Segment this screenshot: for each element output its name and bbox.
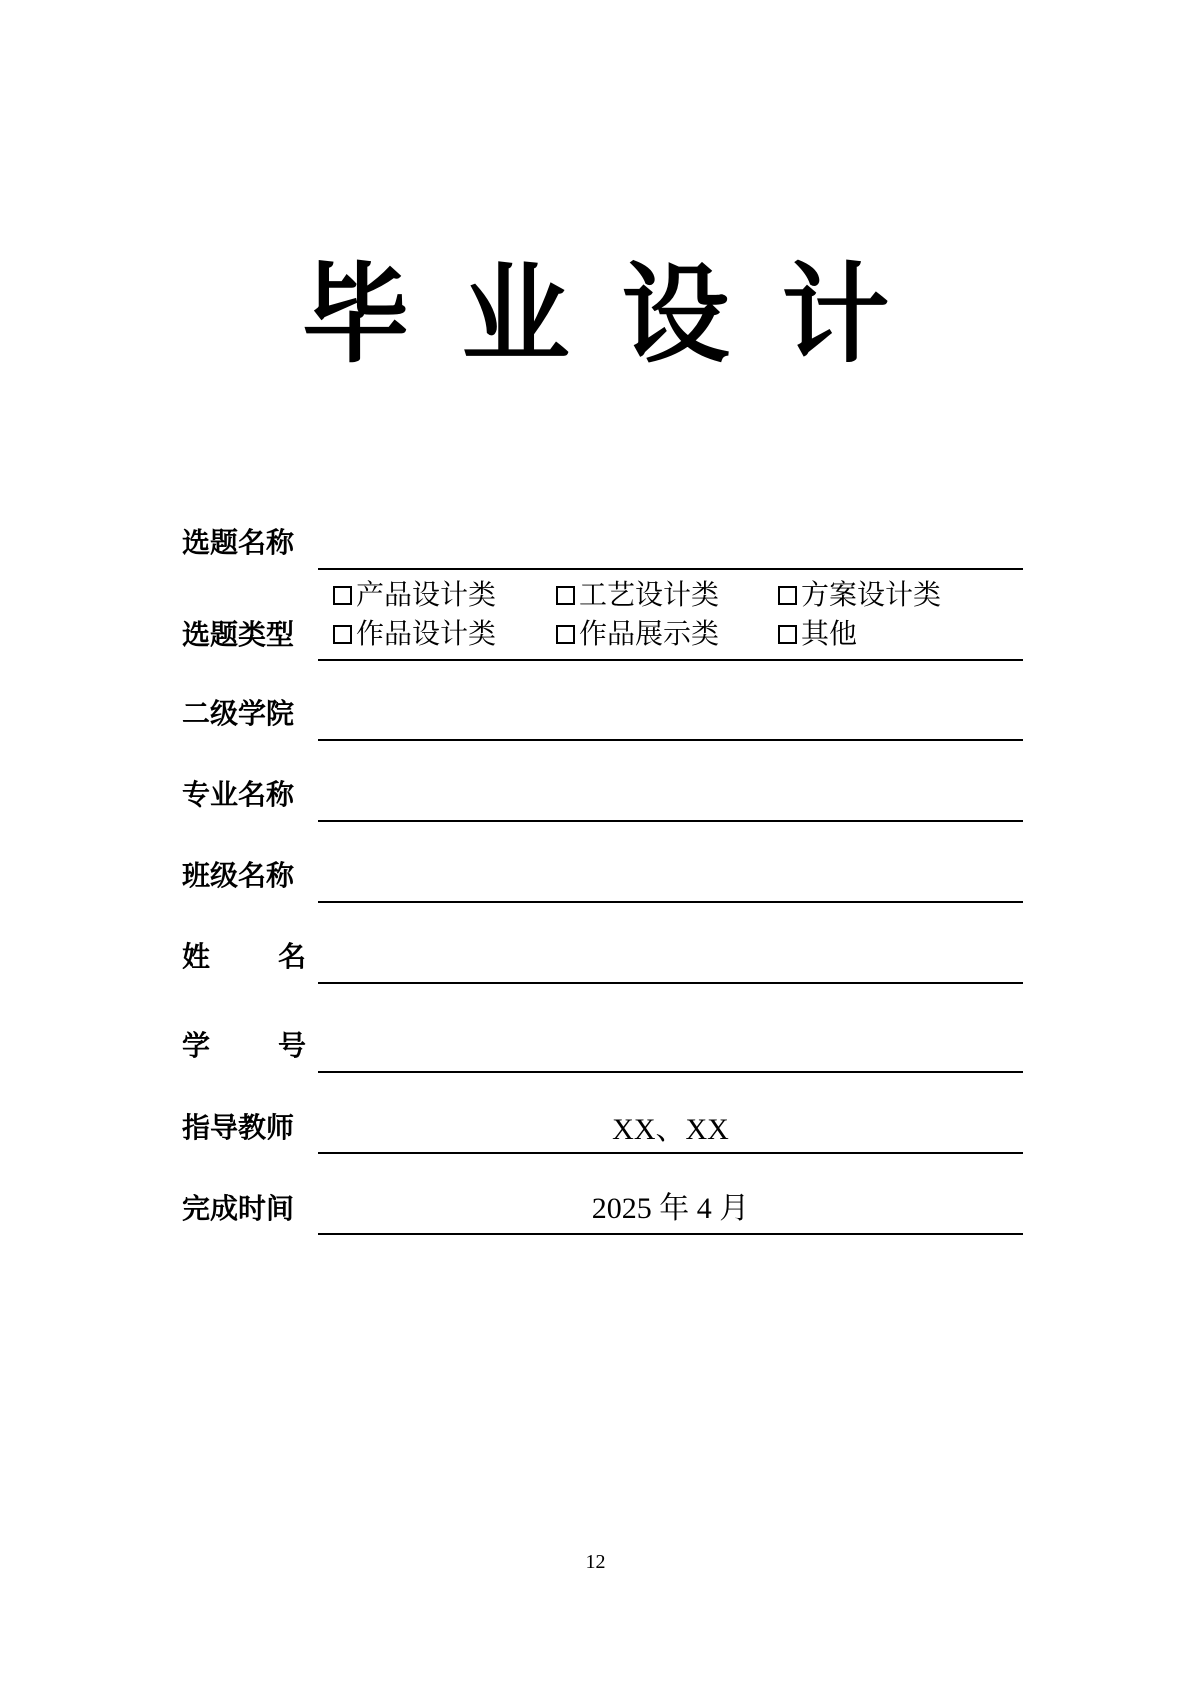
topic-type-option-work-design[interactable] (333, 616, 496, 652)
option-label: 方案设计类 (801, 578, 942, 611)
student-id-label (182, 1028, 306, 1064)
checkbox-icon[interactable] (778, 625, 797, 644)
student-name-label (182, 939, 306, 975)
checkbox-icon[interactable] (333, 586, 352, 605)
advisor-underline (318, 1152, 1023, 1154)
major-label: 专业名称 (182, 778, 295, 811)
topic-type-option-craft-design[interactable] (556, 577, 719, 613)
checkbox-icon[interactable] (556, 625, 575, 644)
completion-date-underline (318, 1233, 1023, 1235)
completion-date-value[interactable]: 2025 年 4 月 (591, 1192, 750, 1225)
option-label: 作品展示类 (579, 617, 720, 650)
student-id-label-char: 学 (182, 1029, 211, 1062)
option-label: 工艺设计类 (579, 578, 720, 611)
college-underline (318, 739, 1023, 741)
class-name-label: 班级名称 (182, 859, 295, 892)
student-name-label-char: 姓 (182, 940, 211, 973)
page-title: 毕业设计 (301, 252, 942, 378)
advisor-value[interactable]: XX、XX (612, 1113, 729, 1146)
topic-type-option-product-design[interactable] (333, 577, 496, 613)
page-number: 12 (585, 1551, 606, 1573)
student-name-label-char: 名 (277, 940, 306, 973)
topic-type-option-work-showcase[interactable] (556, 616, 719, 652)
topic-name-label: 选题名称 (182, 526, 295, 559)
student-name-underline (318, 982, 1023, 984)
completion-date-label: 完成时间 (182, 1192, 295, 1225)
class-name-underline (318, 901, 1023, 903)
option-label: 产品设计类 (356, 578, 497, 611)
topic-type-label: 选题类型 (182, 618, 295, 651)
college-label: 二级学院 (182, 697, 295, 730)
topic-type-option-other[interactable] (778, 616, 857, 652)
advisor-label: 指导教师 (182, 1111, 295, 1144)
topic-name-underline (318, 568, 1023, 570)
option-label: 作品设计类 (356, 617, 497, 650)
topic-type-option-plan-design[interactable] (778, 577, 941, 613)
topic-type-underline (318, 659, 1023, 661)
checkbox-icon[interactable] (556, 586, 575, 605)
option-label: 其他 (801, 617, 858, 650)
checkbox-icon[interactable] (778, 586, 797, 605)
student-id-label-char: 号 (277, 1029, 306, 1062)
student-id-underline (318, 1071, 1023, 1073)
major-underline (318, 820, 1023, 822)
checkbox-icon[interactable] (333, 625, 352, 644)
